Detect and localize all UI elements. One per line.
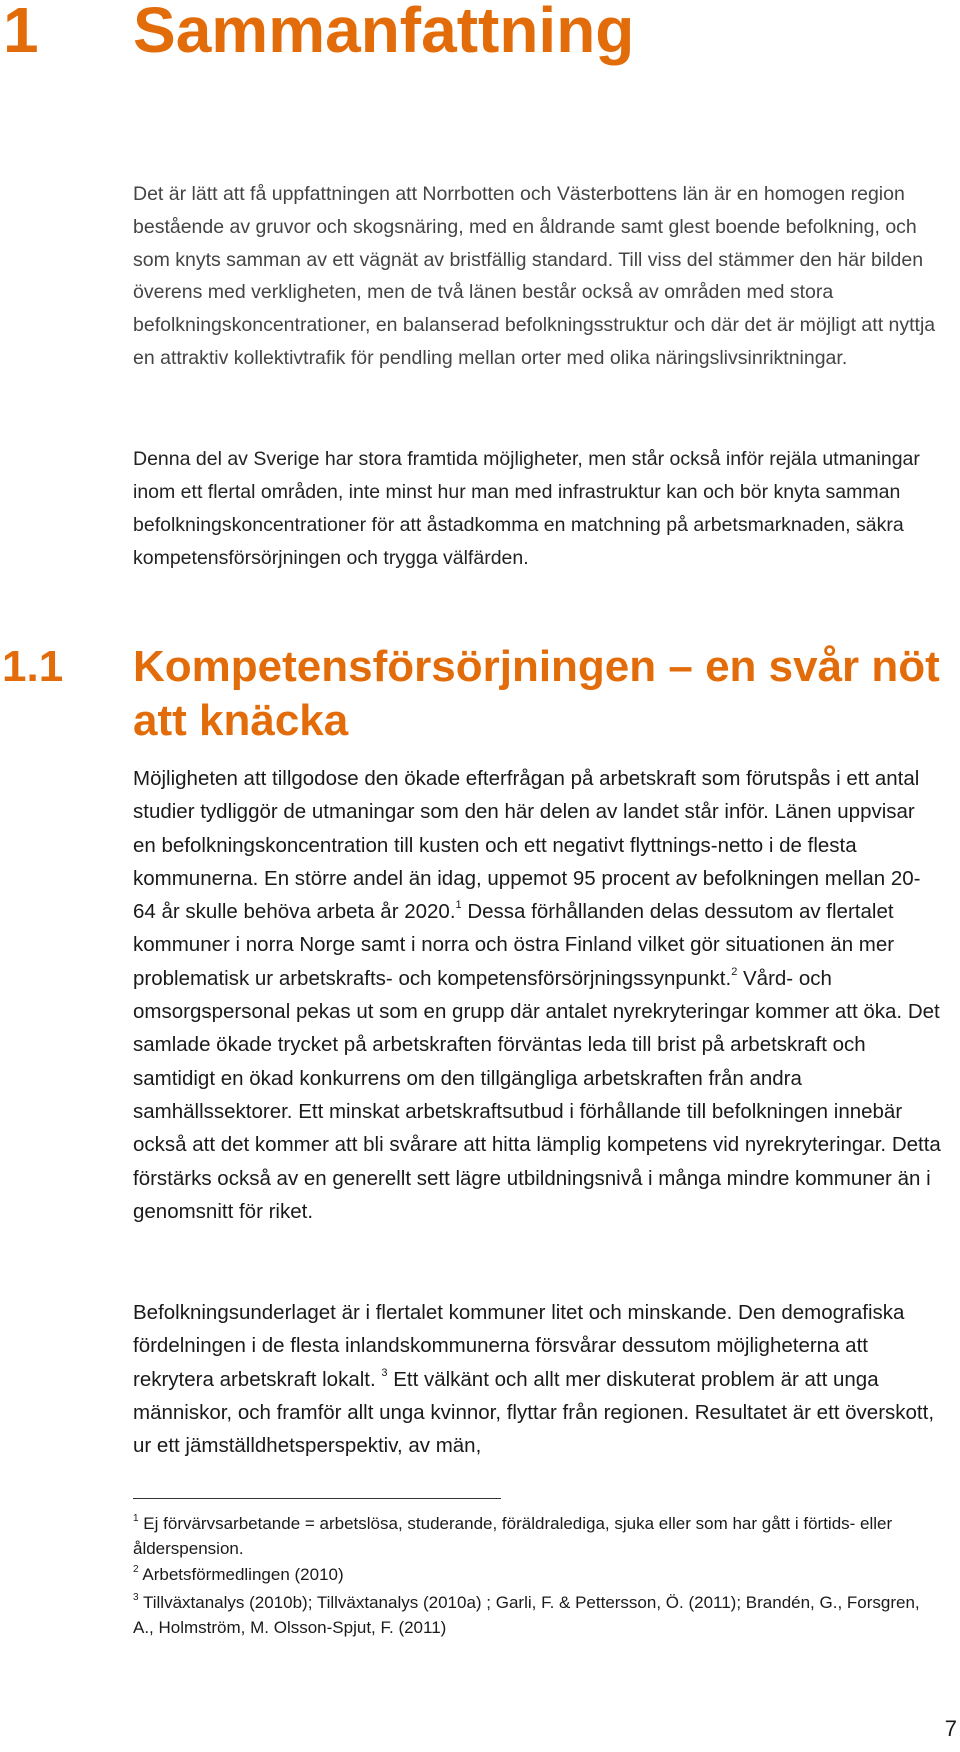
chapter-title: Sammanfattning	[133, 0, 635, 66]
chapter-number: 1	[3, 0, 39, 66]
paragraph-text: Vård- och omsorgspersonal pekas ut som en grupp där antalet nyrekryteringar kommer att öka. Det samlade ökade trycket på arbetskraften förväntas leda till brist på arbetskraft och samtidigt en ökad konkurrens om den tillgängliga arbetskraften från andra samhällssektorer. Ett minskat arbetskraftsutbud i förhållande till befolkningen innebär också att det kommer att bli svårare att hitta lämplig kompetens vid nyrekryteringar. Detta förstärks också av en generellt sett lägre utbildningsnivå i många mindre kommuner än i genomsnitt för riket.	[133, 966, 941, 1223]
footnote-marker: 1	[133, 1513, 139, 1524]
intro-paragraph-2: Denna del av Sverige har stora framtida möjligheter, men står också inför rejäla utmaningar inom ett flertal områden, inte minst hur man med infrastruktur kan och bör knyta samman befolkningskoncentrationer för att åstadkomma en matchning på arbetsmarknaden, säkra kompetensförsörjningen och trygga välfärden.	[133, 448, 920, 569]
paragraph-text: Möjligheten att tillgodose den ökade efterfrågan på arbetskraft som förutspås i ett antal studier tydliggör de utmaningar som den här delen av landet står inför. Länen uppvisar en befolkningskoncentration till kusten och ett negativt flyttnings-netto i de flesta kommunerna. En större andel än idag, uppemot 95 procent av befolkningen mellan 20-64 år skulle behöva arbeta år 2020.	[133, 767, 921, 924]
footnote-text: Ej förvärvsarbetande = arbetslösa, studerande, föräldralediga, sjuka eller som har gått i förtids- eller ålderspension.	[133, 1514, 893, 1558]
footnote-ref-2[interactable]: 2	[731, 965, 738, 978]
footnote-text: Arbetsförmedlingen (2010)	[142, 1565, 344, 1584]
section-paragraph-2	[133, 1296, 941, 1462]
footnote-divider	[133, 1498, 501, 1499]
paragraph-text: Befolkningsunderlaget är i flertalet kommuner litet och minskande. Den demografiska fördelningen i de flesta inlandskommunerna försvårar dessutom möjligheterna att rekrytera arbetskraft lokalt.	[133, 1301, 905, 1391]
intro-paragraph-1: Det är lätt att få uppfattningen att Norrbotten och Västerbottens län är en homogen region bestående av gruvor och skogsnäring, med en åldrande samt glest boende befolkning, och som knyts samman av ett vägnät av bristfällig standard. Till viss del stämmer den här bilden överens med verkligheten, men de två länen består också av områden med stora befolkningskoncentrationer, en balanserad befolkningsstruktur och där det är möjligt att nyttja en attraktiv kollektivtrafik för pendling mellan orter med olika näringslivsinriktningar.	[133, 183, 936, 369]
page-number: 7	[944, 1716, 957, 1741]
footnote-1	[133, 1511, 943, 1561]
section-paragraph-1	[133, 762, 941, 1228]
section-title: Kompetensförsörjningen – en svår nöt att knäcka	[133, 642, 940, 745]
footnote-text: Tillväxtanalys (2010b); Tillväxtanalys (2010a) ; Garli, F. & Pettersson, Ö. (2011); Brandén, G., Forsgren, A., Holmström, M. Olsson-Spjut, F. (2011)	[133, 1593, 920, 1637]
footnote-2	[133, 1562, 943, 1587]
paragraph-text: Dessa förhållanden delas dessutom av flertalet kommuner i norra Norge samt i norra och östra Finland vilket gör situationen än mer problematisk ur arbetskrafts- och kompetensförsörjningssynpunkt.	[133, 900, 895, 990]
footnote-ref-3[interactable]: 3	[381, 1366, 388, 1379]
footnote-marker: 3	[133, 1592, 139, 1603]
footnote-marker: 2	[133, 1564, 139, 1575]
section-number: 1.1	[2, 642, 64, 691]
footnote-ref-1[interactable]: 1	[455, 899, 462, 912]
paragraph-text: Ett välkänt och allt mer diskuterat problem är att unga människor, och framför allt unga kvinnor, flyttar från regionen. Resultatet är ett överskott, ur ett jämställdhetsperspektiv, av män,	[133, 1367, 935, 1458]
footnote-3	[133, 1590, 943, 1640]
